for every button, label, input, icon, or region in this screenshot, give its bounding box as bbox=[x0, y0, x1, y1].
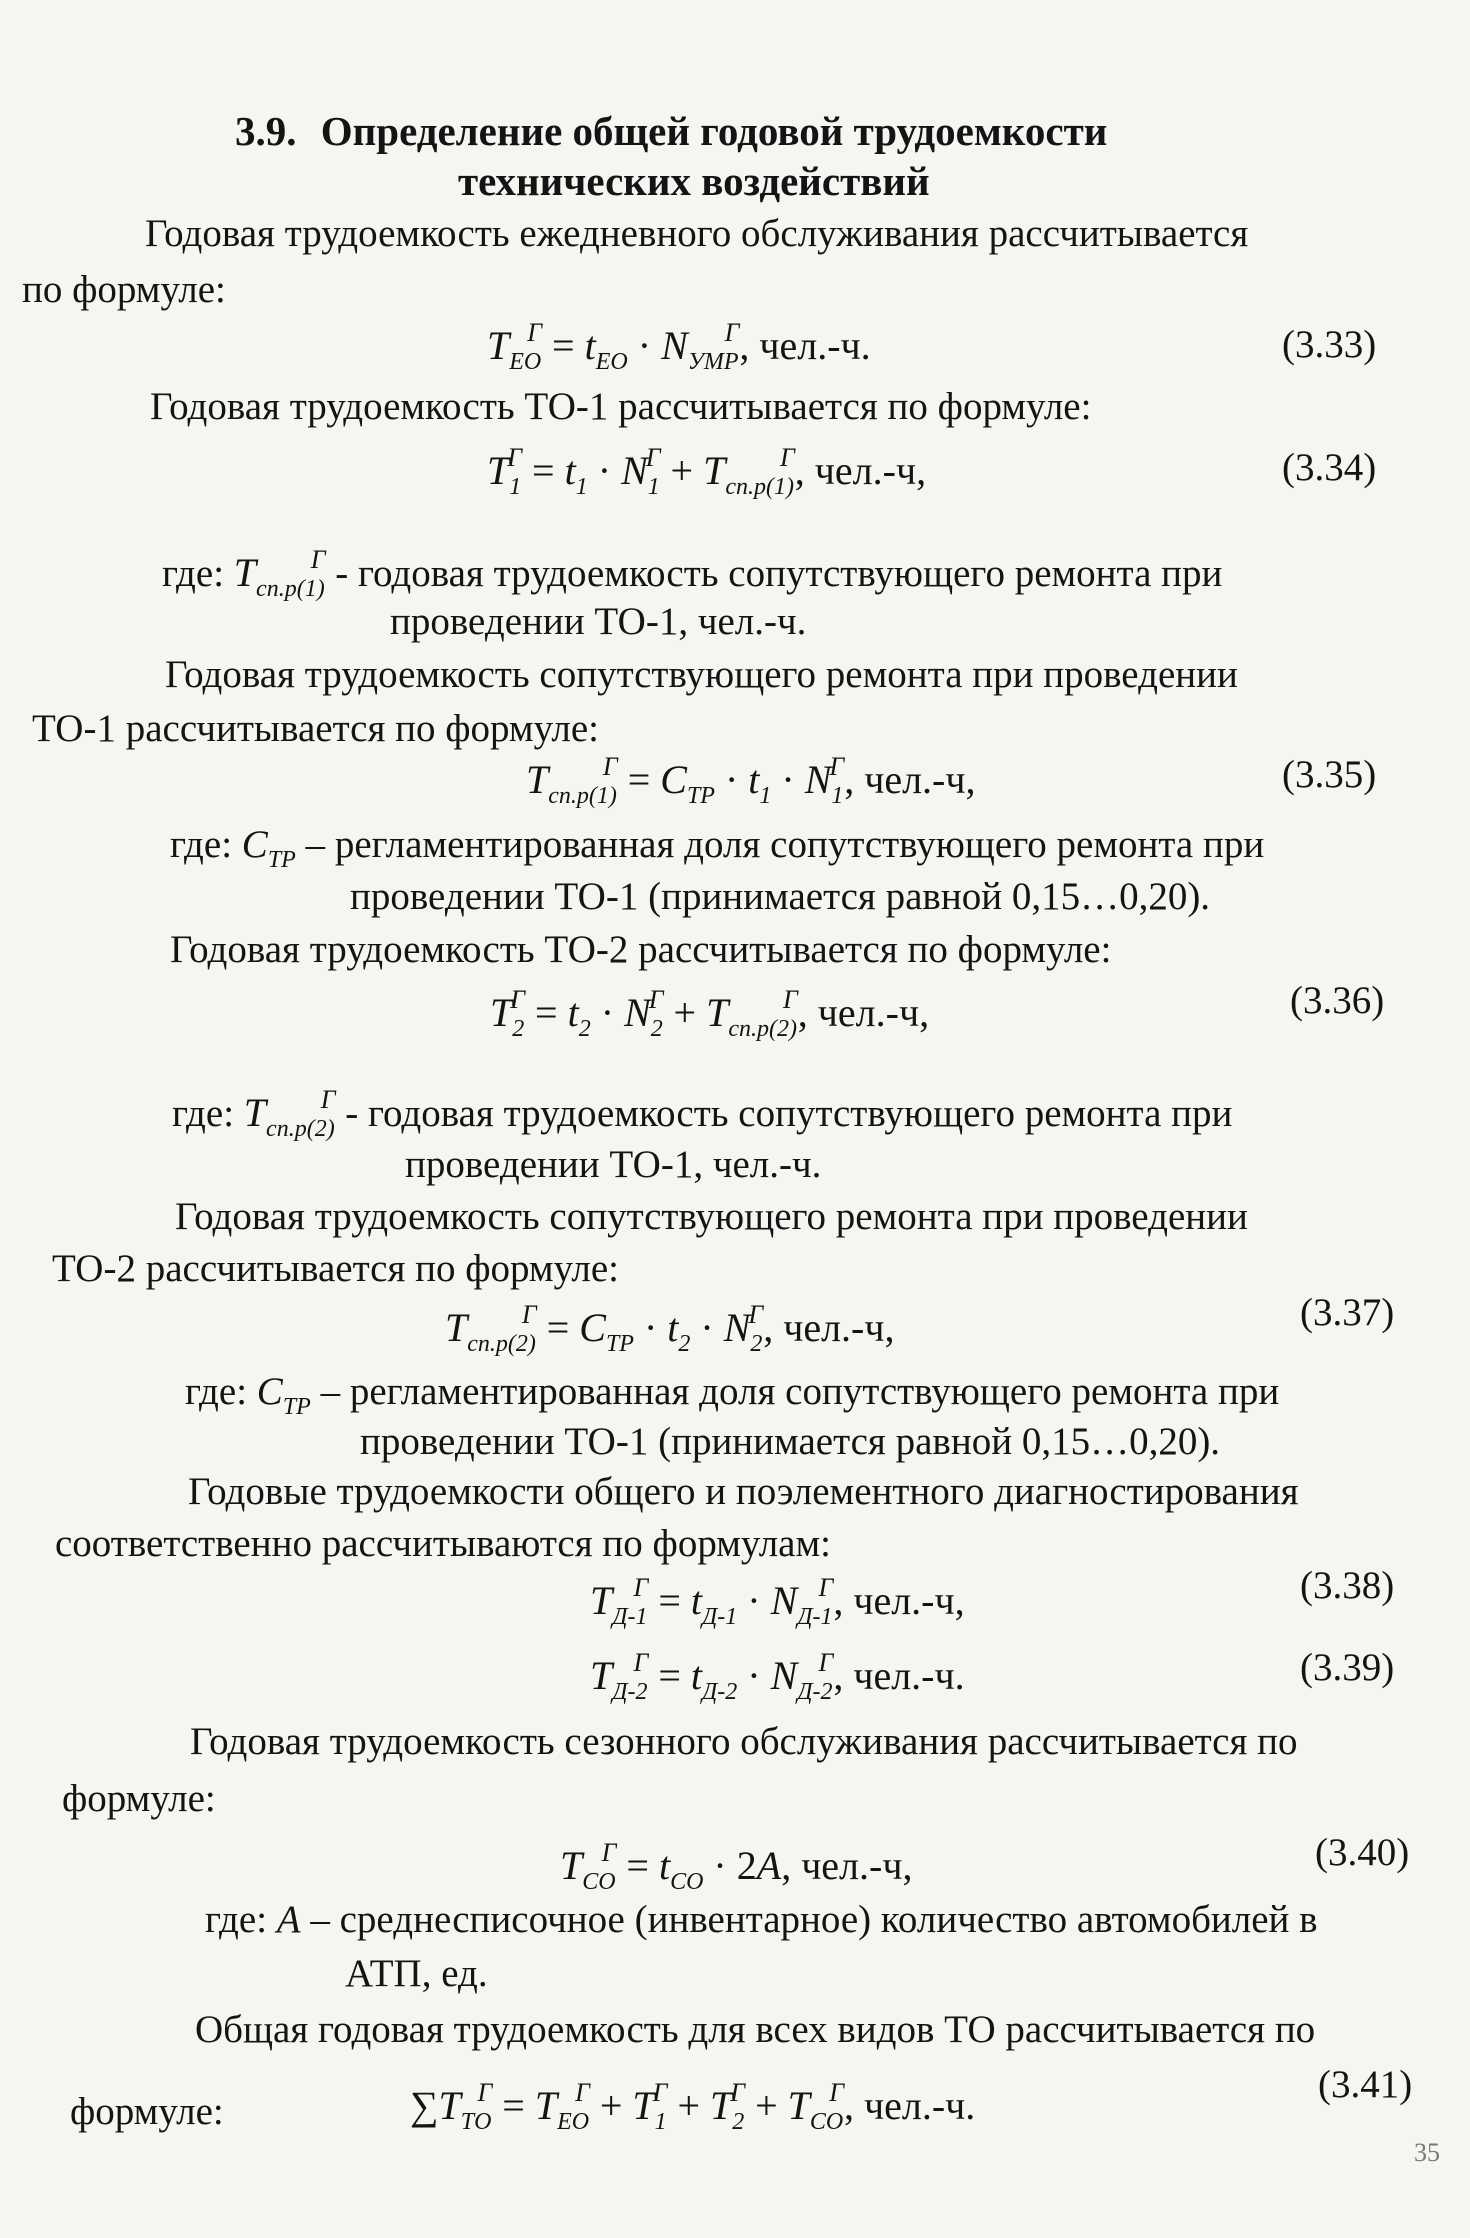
paragraph-text: Годовая трудоемкость ежедневного обслуживания рассчитывается bbox=[145, 212, 1249, 255]
equation-number: (3.40) bbox=[1315, 1831, 1410, 1874]
section-number: 3.9. bbox=[235, 108, 297, 154]
equation-unit: , чел.-ч, bbox=[797, 990, 930, 1035]
equation-unit: , чел.-ч, bbox=[833, 1578, 965, 1623]
where-line: где: $T_{cп.р(1)}^Г$ - годовая трудоемкость сопутствующего ремонта при bbox=[162, 545, 1223, 602]
paragraph-text: Годовая трудоемкость ТО-2 рассчитывается по формуле: bbox=[170, 928, 1112, 971]
equation-unit: , чел.-ч. bbox=[833, 1653, 965, 1698]
definition-text: - годовая трудоемкость сопутствующего ремонта при bbox=[345, 1092, 1233, 1135]
equation-number: (3.35) bbox=[1282, 753, 1377, 796]
equation-3-37: $T_{cп.р(2)}^Г = C_{ТР} \cdot t_2 \cdot N_2^Г$, чел.-ч, bbox=[445, 1300, 895, 1357]
equation-unit: , чел.-ч, bbox=[844, 757, 976, 802]
equation-unit: , чел.-ч, bbox=[794, 448, 927, 493]
definition-text: АТП, ед. bbox=[345, 1952, 488, 1995]
page-number: 35 bbox=[1414, 2138, 1440, 2167]
equation-3-34: $T_1^Г = t_1 \cdot N_1^Г + T_{cп.р(1)}^Г$, чел.-ч, bbox=[487, 443, 927, 500]
equation-unit: , чел.-ч. bbox=[739, 323, 871, 368]
section-title-line1: Определение общей годовой трудоемкости bbox=[320, 108, 1108, 154]
equation-3-35: $T_{cп.р(1)}^Г = C_{ТР} \cdot t_1 \cdot N_1^Г$, чел.-ч, bbox=[526, 752, 976, 809]
definition-text: – регламентированная доля сопутствующего ремонта при bbox=[305, 823, 1265, 866]
paragraph-text: ТО-2 рассчитывается по формуле: bbox=[52, 1247, 620, 1290]
equation-unit: , чел.-ч. bbox=[844, 2083, 976, 2128]
paragraph-text: Годовая трудоемкость сопутствующего ремонта при проведении bbox=[165, 653, 1238, 696]
where-label: где: bbox=[185, 1370, 248, 1413]
section-heading bbox=[235, 108, 1107, 155]
paragraph-text: ТО-1 рассчитывается по формуле: bbox=[32, 707, 600, 750]
paragraph-text: Годовая трудоемкость сезонного обслуживания рассчитывается по bbox=[190, 1720, 1298, 1763]
equation-number: (3.34) bbox=[1282, 446, 1377, 489]
equation-number: (3.36) bbox=[1290, 979, 1385, 1022]
paragraph-text: формуле: bbox=[62, 1777, 216, 1820]
paragraph-text: формуле: bbox=[70, 2090, 224, 2133]
where-line: где: $C_{ТР}$ – регламентированная доля сопутствующего ремонта при bbox=[170, 823, 1265, 873]
equation-number: (3.33) bbox=[1282, 323, 1377, 366]
where-label: где: bbox=[172, 1092, 235, 1135]
equation-3-38: $T_{Д-1}^Г = t_{Д-1} \cdot N_{Д-1}^Г$, чел.-ч, bbox=[590, 1573, 965, 1630]
equation-number: (3.39) bbox=[1300, 1646, 1395, 1689]
equation-3-41: $\sum T_{ТО}^Г = T_{EO}^Г + T_1^Г + T_2^Г + T_{CO}^Г$, чел.-ч. bbox=[410, 2078, 976, 2135]
equation-3-39: $T_{Д-2}^Г = t_{Д-2} \cdot N_{Д-2}^Г$, чел.-ч. bbox=[590, 1648, 965, 1705]
definition-text: – регламентированная доля сопутствующего ремонта при bbox=[320, 1370, 1280, 1413]
equation-3-33: $T_{EO}^Г = t_{EO} \cdot N_{УМР}^Г$, чел.-ч. bbox=[487, 318, 871, 375]
paragraph-text: Общая годовая трудоемкость для всех видов ТО рассчитывается по bbox=[195, 2008, 1316, 2051]
equation-3-40: $T_{CO}^Г = t_{CO} \cdot 2A$, чел.-ч, bbox=[560, 1838, 913, 1895]
equation-3-36: $T_2^Г = t_2 \cdot N_2^Г + T_{cп.р(2)}^Г$, чел.-ч, bbox=[490, 985, 930, 1042]
definition-text: проведении ТО-1 (принимается равной 0,15…0,20). bbox=[350, 875, 1211, 918]
definition-text: – среднесписочное (инвентарное) количество автомобилей в bbox=[310, 1898, 1318, 1941]
section-title-line2: технических воздействий bbox=[458, 158, 930, 204]
where-label: где: bbox=[170, 823, 233, 866]
where-line: где: A – среднесписочное (инвентарное) количество автомобилей в bbox=[205, 1898, 1318, 1941]
paragraph-text: Годовые трудоемкости общего и поэлементного диагностирования bbox=[188, 1470, 1299, 1513]
definition-text: - годовая трудоемкость сопутствующего ремонта при bbox=[335, 552, 1223, 595]
definition-text: проведении ТО-1, чел.-ч. bbox=[405, 1143, 822, 1186]
equation-unit: , чел.-ч, bbox=[781, 1843, 913, 1888]
where-label: где: bbox=[162, 552, 225, 595]
equation-number: (3.38) bbox=[1300, 1564, 1395, 1607]
paragraph-text: по формуле: bbox=[22, 268, 226, 311]
where-line: где: $T_{cп.р(2)}^Г$ - годовая трудоемкость сопутствующего ремонта при bbox=[172, 1085, 1233, 1142]
definition-text: проведении ТО-1 (принимается равной 0,15…0,20). bbox=[360, 1420, 1221, 1463]
equation-number: (3.37) bbox=[1300, 1291, 1395, 1334]
equation-unit: , чел.-ч, bbox=[763, 1305, 895, 1350]
where-line: где: $C_{ТР}$ – регламентированная доля сопутствующего ремонта при bbox=[185, 1370, 1280, 1420]
where-label: где: bbox=[205, 1898, 268, 1941]
definition-text: проведении ТО-1, чел.-ч. bbox=[390, 600, 807, 643]
equation-number: (3.41) bbox=[1318, 2063, 1413, 2106]
paragraph-text: Годовая трудоемкость ТО-1 рассчитывается по формуле: bbox=[150, 385, 1092, 428]
paragraph-text: Годовая трудоемкость сопутствующего ремонта при проведении bbox=[175, 1195, 1248, 1238]
paragraph-text: соответственно рассчитываются по формулам: bbox=[55, 1522, 831, 1565]
